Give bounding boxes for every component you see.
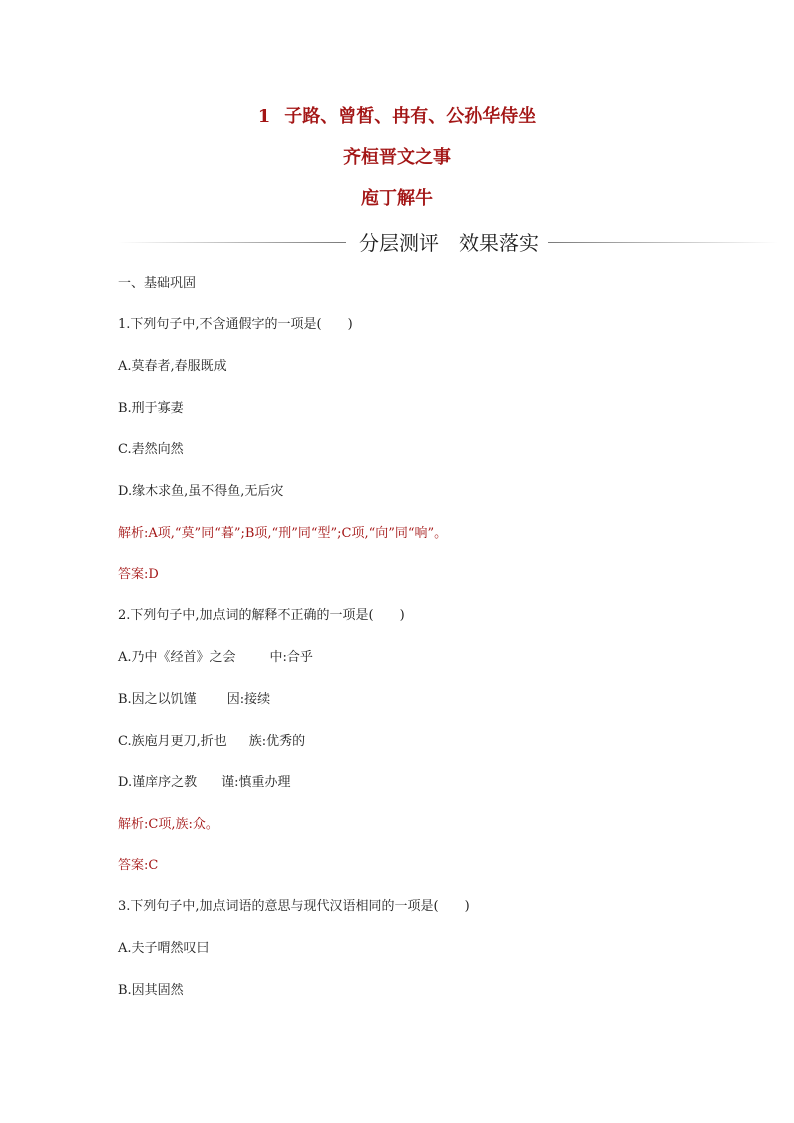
- q2-analysis: 解析:C项,族:众。: [118, 817, 219, 832]
- q1-option-c: C.砉然向然: [118, 442, 184, 457]
- q1-option-d: D.缘木求鱼,虽不得鱼,无后灾: [118, 484, 284, 499]
- lesson-title-3: 庖丁解牛: [361, 188, 433, 209]
- title-line-1: [0, 106, 794, 128]
- q1-analysis: 解析:A项,“莫”同“暮”;B项,“刑”同“型”;C项,“向”同“响”。: [118, 526, 448, 541]
- section-heading: 一、基础巩固: [118, 276, 197, 291]
- lesson-title-1: 子路、曾皙、冉有、公孙华侍坐: [284, 106, 537, 127]
- banner-divider-right: [548, 242, 778, 243]
- q1-answer: 答案:D: [118, 567, 159, 582]
- q3-option-a: A.夫子喟然叹曰: [118, 941, 210, 956]
- q3-option-b: B.因其固然: [118, 983, 184, 998]
- q2-option-b-gloss: 因:接续: [226, 692, 271, 707]
- q1-option-b: B.刑于寡妻: [118, 401, 184, 416]
- q2-stem: 2.下列句子中,加点词的解释不正确的一项是( ): [118, 608, 405, 623]
- q2-option-c: [118, 733, 305, 751]
- q2-option-b-text: B.因之以饥馑: [118, 692, 197, 707]
- q2-option-d: [118, 774, 290, 792]
- q3-stem: 3.下列句子中,加点词语的意思与现代汉语相同的一项是( ): [118, 899, 470, 914]
- q2-option-a: [118, 649, 313, 667]
- lesson-number: 1: [257, 106, 271, 127]
- banner-part-2: 效果落实: [459, 231, 539, 255]
- banner-text: [354, 229, 544, 257]
- q2-option-d-text: D.谨庠序之教: [118, 775, 198, 790]
- q2-option-a-text: A.乃中《经首》之会: [118, 650, 236, 665]
- q2-option-b: [118, 691, 270, 709]
- lesson-title-2: 齐桓晋文之事: [343, 147, 451, 168]
- banner-part-1: 分层测评: [359, 231, 439, 255]
- q2-option-c-gloss: 族:优秀的: [248, 734, 306, 749]
- banner-divider-left: [118, 242, 346, 243]
- q2-option-d-gloss: 谨:慎重办理: [221, 775, 291, 790]
- q2-answer: 答案:C: [118, 858, 159, 873]
- q1-option-a: A.莫春者,春服既成: [118, 359, 227, 374]
- q1-stem: 1.下列句子中,不含通假字的一项是( ): [118, 317, 353, 332]
- section-banner: [118, 229, 778, 257]
- q2-option-a-gloss: 中:合乎: [269, 650, 313, 665]
- q2-option-c-text: C.族庖月更刀,折也: [118, 734, 227, 749]
